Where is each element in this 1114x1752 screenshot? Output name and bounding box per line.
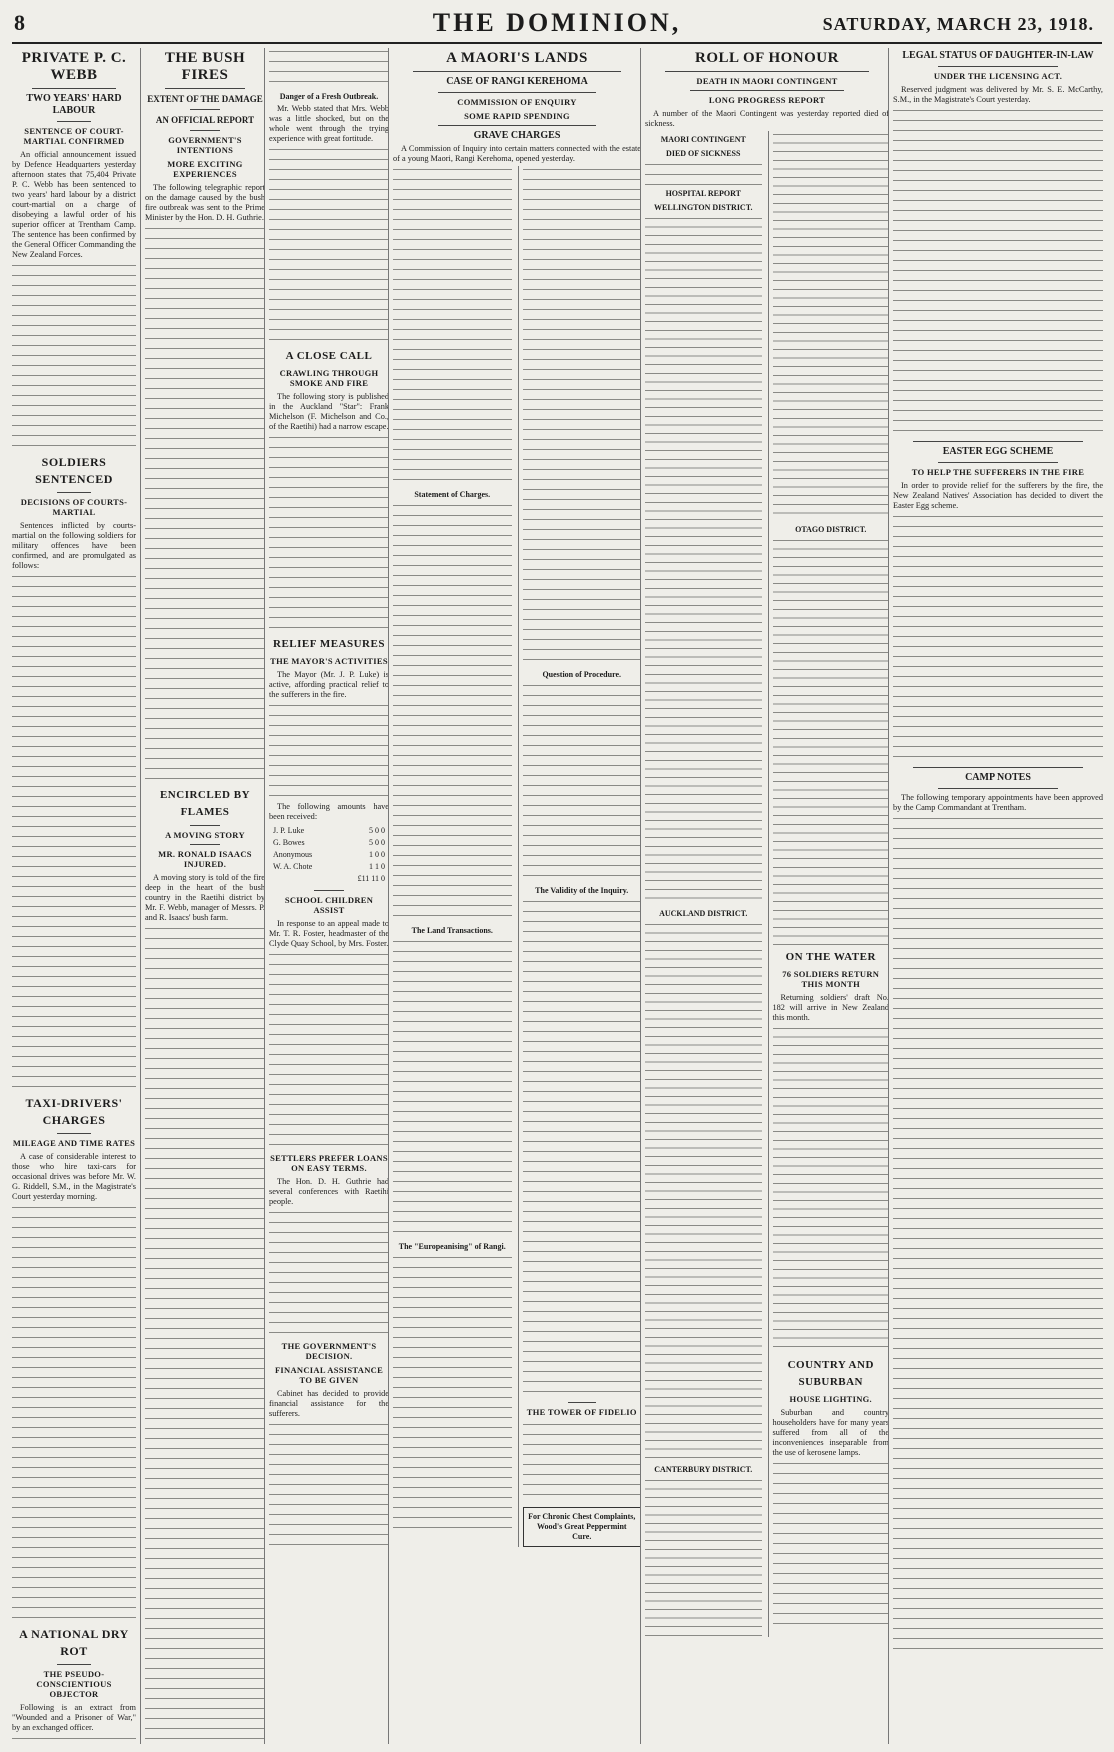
column-2 bbox=[140, 48, 265, 1744]
subhead-intentions: GOVERNMENT'S INTENTIONS bbox=[168, 135, 242, 155]
text-filler bbox=[393, 502, 512, 922]
text-filler bbox=[269, 146, 389, 346]
headline-encircled: ENCIRCLED BY FLAMES bbox=[159, 789, 251, 818]
text-filler bbox=[523, 1421, 642, 1501]
subhead-moving-story: A MOVING STORY bbox=[165, 830, 245, 840]
text-filler bbox=[12, 1204, 136, 1624]
subhead-official-report: AN OFFICIAL REPORT bbox=[155, 115, 255, 125]
column-8 bbox=[888, 48, 1103, 1744]
table-row bbox=[271, 862, 387, 872]
table-row bbox=[271, 826, 387, 836]
section-procedure: Question of Procedure. bbox=[542, 670, 622, 679]
subscription-amount: 5 0 0 bbox=[369, 838, 385, 847]
subhead-commission: COMMISSION OF ENQUIRY bbox=[457, 97, 577, 107]
subhead-webb-2: SENTENCE OF COURT-MARTIAL CONFIRMED bbox=[23, 126, 125, 146]
subscription-amount: 5 0 0 bbox=[369, 826, 385, 835]
headline-on-the-water: ON THE WATER bbox=[785, 951, 876, 963]
subhead-fresh-outbreak: Danger of a Fresh Outbreak. bbox=[279, 92, 379, 101]
subscription-amount: 1 0 0 bbox=[369, 850, 385, 859]
headline-maori-lands: A MAORI'S LANDS bbox=[446, 50, 588, 66]
name-list bbox=[773, 1025, 890, 1355]
article-body-bush-fires: The following telegraphic report on the damage caused by the bush fire outbreak was sent to the Prime Minister by the Hon. D. H. Guthrie. bbox=[145, 183, 265, 222]
section-statement: Statement of Charges. bbox=[414, 490, 491, 499]
headline-easter-egg: EASTER EGG SCHEME bbox=[942, 446, 1054, 457]
subhead-crawling: CRAWLING THROUGH SMOKE AND FIRE bbox=[279, 368, 379, 388]
text-filler bbox=[12, 1735, 136, 1744]
section-validity: The Validity of the Inquiry. bbox=[535, 886, 629, 895]
subhead-extent: EXTENT OF THE DAMAGE bbox=[147, 94, 263, 104]
text-filler bbox=[269, 434, 389, 634]
subhead-grave-charges: GRAVE CHARGES bbox=[473, 130, 561, 141]
text-filler bbox=[269, 48, 389, 88]
subhead-help-sufferers: TO HELP THE SUFFERERS IN THE FIRE bbox=[911, 467, 1085, 477]
article-body-dry-rot: Following is an extract from "Wounded and a Prisoner of War," by an exchanged officer. bbox=[12, 1703, 136, 1732]
issue-date: SATURDAY, MARCH 23, 1918. bbox=[822, 14, 1094, 34]
article-body-legal: Reserved judgment was delivered by Mr. S. E. McCarthy, S.M., in the Magistrate's Court yesterday. bbox=[893, 85, 1103, 104]
headline-country-suburban: COUNTRY AND SUBURBAN bbox=[787, 1359, 874, 1388]
text-filler bbox=[523, 166, 642, 666]
table-row bbox=[271, 850, 387, 860]
headline-taxi-drivers: TAXI-DRIVERS' CHARGES bbox=[25, 1096, 123, 1127]
subscriber-name: G. Bowes bbox=[273, 838, 305, 847]
subhead-isaacs-injured: MR. RONALD ISAACS INJURED. bbox=[158, 849, 252, 869]
headline-relief: RELIEF MEASURES bbox=[273, 638, 385, 650]
headline-close-call: A CLOSE CALL bbox=[285, 350, 373, 362]
text-filler bbox=[773, 1460, 890, 1630]
headline-legal-status: LEGAL STATUS OF DAUGHTER-IN-LAW bbox=[902, 50, 1094, 61]
subhead-mileage: MILEAGE AND TIME RATES bbox=[12, 1138, 136, 1148]
column-1 bbox=[12, 48, 136, 1744]
name-list bbox=[645, 1477, 762, 1637]
newspaper-title: THE DOMINION, bbox=[432, 8, 682, 37]
article-body-taxi: A case of considerable interest to those who hire taxi-cars for occasional drives was before Mr. W. G. Riddell, S.M., in the Magistrate's Court yesterday morning. bbox=[12, 1152, 136, 1201]
text-filler bbox=[523, 898, 642, 1398]
subscriber-name: J. P. Luke bbox=[273, 826, 305, 835]
text-filler bbox=[269, 1209, 389, 1339]
masthead bbox=[12, 6, 1102, 44]
table-row bbox=[271, 874, 387, 884]
section-died-sickness: DIED OF SICKNESS bbox=[666, 149, 741, 158]
column-3 bbox=[264, 48, 389, 1744]
subhead-kerehoma: CASE OF RANGI KEREHOMA bbox=[446, 76, 588, 87]
section-otago: OTAGO DISTRICT. bbox=[795, 525, 867, 534]
subhead-maori-death: DEATH IN MAORI CONTINGENT bbox=[696, 76, 838, 86]
subhead-spending: SOME RAPID SPENDING bbox=[464, 111, 570, 121]
headline-bush-fires: THE BUSH FIRES bbox=[164, 50, 246, 83]
text-filler bbox=[145, 925, 265, 1744]
text-filler bbox=[393, 166, 512, 486]
article-body-close-call: The following story is published in the Auckland "Star": Frank Michelson (F. Michelson and Co., of the Raetihi) had a narrow escape. bbox=[269, 392, 389, 431]
subhead-courts-martial: DECISIONS OF COURTS-MARTIAL bbox=[20, 497, 128, 517]
subscriber-name: Anonymous bbox=[273, 850, 313, 859]
article-body-danger: Mr. Webb stated that Mrs. Webb was a little shocked, but on the whole went through the trying experience with great fortitude. bbox=[269, 104, 389, 143]
headline-settlers-loans: SETTLERS PREFER LOANS ON EASY TERMS. bbox=[270, 1153, 388, 1173]
headline-roll-of-honour: ROLL OF HONOUR bbox=[695, 50, 839, 66]
subscriptions-table bbox=[269, 824, 389, 886]
text-filler bbox=[393, 1254, 512, 1534]
text-filler bbox=[893, 107, 1103, 437]
subhead-exciting: MORE EXCITING EXPERIENCES bbox=[167, 159, 243, 179]
name-list bbox=[773, 537, 890, 947]
article-body-encircled: A moving story is told of the fire deep in the heart of the bush country in the Raetihi district by Mr. F. Webb, manager of Messrs. P. and R. Isaacs' bush farm. bbox=[145, 873, 265, 922]
column-4-5 bbox=[388, 48, 641, 1744]
subscription-amount: 1 1 0 bbox=[369, 862, 385, 871]
page-columns bbox=[12, 48, 1102, 1744]
headline-private-webb: PRIVATE P. C. WEBB bbox=[21, 50, 127, 83]
section-europeanising: The "Europeanising" of Rangi. bbox=[398, 1242, 506, 1251]
article-body-water: Returning soldiers' draft No. 182 will arrive in New Zealand this month. bbox=[772, 993, 889, 1022]
name-list bbox=[645, 921, 762, 1461]
text-filler bbox=[893, 815, 1103, 1655]
section-wellington: WELLINGTON DISTRICT. bbox=[654, 203, 753, 212]
subhead-objector: THE PSEUDO-CONSCIENTIOUS OBJECTOR bbox=[36, 1669, 112, 1699]
section-maori-contingent: MAORI CONTINGENT bbox=[660, 135, 746, 144]
subhead-soldiers-return: 76 SOLDIERS RETURN THIS MONTH bbox=[782, 969, 880, 989]
subscription-total: £11 11 0 bbox=[357, 874, 385, 883]
text-filler bbox=[12, 573, 136, 1093]
subhead-webb-1: TWO YEARS' HARD LABOUR bbox=[26, 93, 122, 116]
text-filler bbox=[12, 262, 136, 452]
text-filler bbox=[393, 938, 512, 1238]
headline-soldiers-sentenced: SOLDIERS SENTENCED bbox=[35, 455, 113, 486]
headline-camp-notes: CAMP NOTES bbox=[965, 772, 1031, 783]
subhead-progress-report: LONG PROGRESS REPORT bbox=[708, 95, 826, 105]
section-hospital: HOSPITAL REPORT bbox=[665, 189, 741, 198]
article-body-easter: In order to provide relief for the sufferers by the fire, the New Zealand Natives' Association has decided to divert the Easter Egg scheme. bbox=[893, 481, 1103, 510]
section-land-transactions: The Land Transactions. bbox=[411, 926, 493, 935]
text-filler bbox=[523, 682, 642, 882]
section-auckland: AUCKLAND DISTRICT. bbox=[659, 909, 748, 918]
article-body-settlers: The Hon. D. H. Guthrie had several conferences with Raetihi people. bbox=[269, 1177, 389, 1206]
table-row bbox=[271, 838, 387, 848]
name-list bbox=[773, 131, 890, 521]
subscriptions-heading: The following amounts have been received: bbox=[269, 802, 389, 821]
name-list bbox=[645, 215, 762, 905]
headline-school-children: SCHOOL CHILDREN ASSIST bbox=[284, 895, 374, 915]
article-body-lighting: Suburban and country householders have for many years suffered from all of the inconveniences inseparable from the use of kerosene lamps. bbox=[772, 1408, 889, 1457]
article-body-sentenced: Sentences inflicted by courts-martial on the following soldiers for military offences have been confirmed, and are promulgated as follows: bbox=[12, 521, 136, 570]
article-body-school: In response to an appeal made to Mr. T. R. Foster, headmaster of the Clyde Quay School, by Mrs. Foster. bbox=[269, 919, 389, 948]
ad-fidelio: THE TOWER OF FIDELIO bbox=[526, 1407, 637, 1417]
article-body-govt: Cabinet has decided to provide financial assistance for the sufferers. bbox=[269, 1389, 389, 1418]
text-filler bbox=[269, 1421, 389, 1551]
subhead-house-lighting: HOUSE LIGHTING. bbox=[789, 1394, 872, 1404]
article-body-camp: The following temporary appointments have been approved by the Camp Commandant at Trentham. bbox=[893, 793, 1103, 812]
text-filler bbox=[645, 161, 762, 185]
subhead-financial: FINANCIAL ASSISTANCE TO BE GIVEN bbox=[274, 1365, 384, 1385]
text-filler bbox=[893, 513, 1103, 763]
ad-chest-complaints: For Chronic Chest Complaints, Wood's Great Peppermint Cure. bbox=[523, 1507, 642, 1547]
text-filler bbox=[145, 225, 265, 785]
section-canterbury: CANTERBURY DISTRICT. bbox=[654, 1465, 753, 1474]
column-6-7 bbox=[640, 48, 889, 1744]
headline-dry-rot: A NATIONAL DRY ROT bbox=[19, 1627, 129, 1658]
subscriber-name: W. A. Chote bbox=[273, 862, 313, 871]
article-body-relief: The Mayor (Mr. J. P. Luke) is active, affording practical relief to the sufferers in the fire. bbox=[269, 670, 389, 699]
text-filler bbox=[269, 951, 389, 1151]
text-filler bbox=[269, 702, 389, 802]
article-body-webb: An official announcement issued by Defence Headquarters yesterday afternoon states that 75,404 Private P. C. Webb has been sentenced to two years' hard labour by a district court-martial on a charge of disobeying a lawful order of his superior officer at Trentham Camp. The sentence has been confirmed by the General Officer Commanding the New Zealand Forces. bbox=[12, 150, 136, 259]
article-body-roll: A number of the Maori Contingent was yesterday reported died of sickness. bbox=[645, 109, 889, 128]
article-body-maori: A Commission of Inquiry into certain matters connected with the estate of a young Maori, Rangi Kerehoma, opened yesterday. bbox=[393, 144, 641, 163]
page-number: 8 bbox=[14, 10, 25, 35]
headline-govt-decision: THE GOVERNMENT'S DECISION. bbox=[281, 1341, 377, 1361]
subhead-mayor: THE MAYOR'S ACTIVITIES bbox=[270, 656, 388, 666]
subhead-licensing: UNDER THE LICENSING ACT. bbox=[933, 71, 1063, 81]
